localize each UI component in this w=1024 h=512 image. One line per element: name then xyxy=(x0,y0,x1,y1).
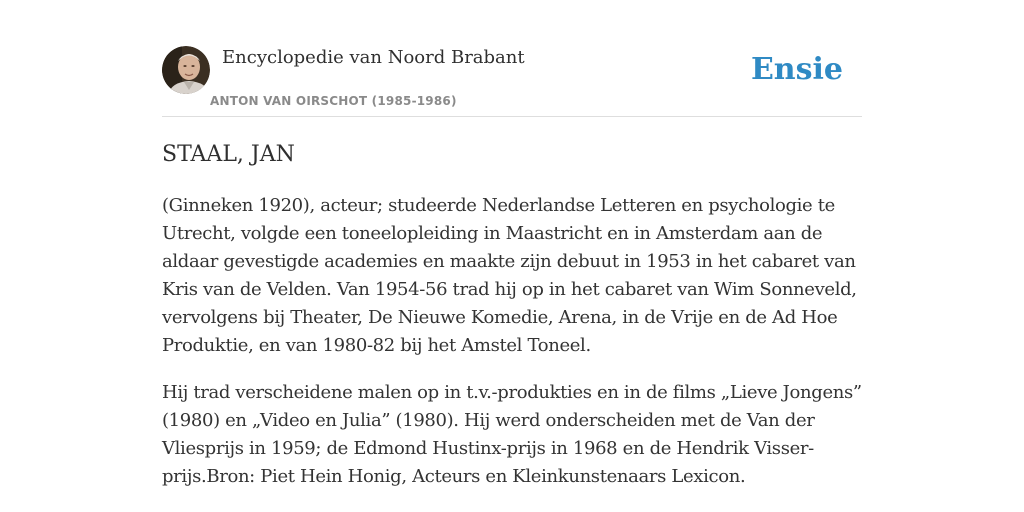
entry-body xyxy=(162,192,864,510)
book-header xyxy=(162,44,862,117)
entry-paragraph: (Ginneken 1920), acteur; studeerde Nederlandse Letteren en psychologie te Utrecht, volgde een toneelopleiding in Maastricht en in Amsterdam aan de aldaar gevestigde academies en maakte zijn debuut in 1953 in het cabaret van Kris van de Velden. Van 1954-56 trad hij op in het cabaret van Wim Sonneveld, vervolgens bij Theater, De Nieuwe Komedie, Arena, in de Vrije en de Ad Hoe Produktie, en van 1980-82 bij het Amstel Toneel. xyxy=(162,195,857,356)
ensie-logo[interactable]: Ensie xyxy=(750,52,843,87)
entry-title: STAAL, JAN xyxy=(162,142,295,167)
author-avatar xyxy=(162,46,210,94)
book-author-years[interactable]: ANTON VAN OIRSCHOT (1985-1986) xyxy=(210,94,457,108)
book-title[interactable]: Encyclopedie van Noord Brabant xyxy=(222,47,525,68)
entry-paragraph: Hij trad verscheidene malen op in t.v.-produkties en in de films „Lieve Jongens” (1980) en „Video en Julia” (1980). Hij werd onderscheiden met de Van der Vliesprijs in 1959; de Edmond Hustinx-prijs in 1968 en de Hendrik Visser-prijs.Bron: Piet Hein Honig, Acteurs en Kleinkunstenaars Lexicon. xyxy=(162,382,862,487)
